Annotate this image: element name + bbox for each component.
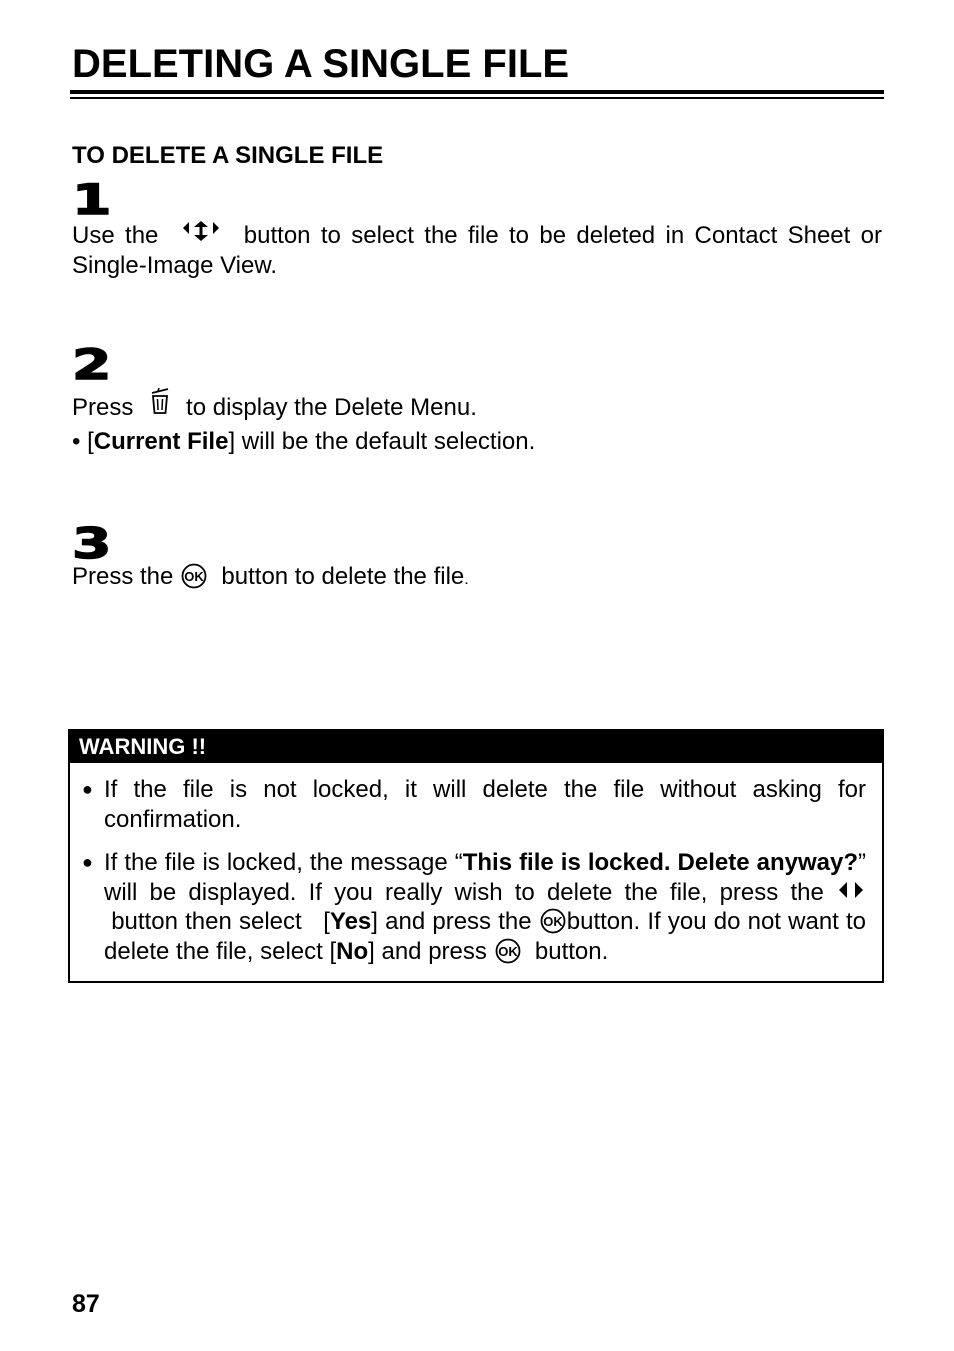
step-2-text-after: to display the Delete Menu. [186,394,477,421]
warning-box [68,729,884,983]
svg-text:OK: OK [184,569,204,584]
title-rule-thin [70,97,884,99]
step-2-text-before: Press [72,394,134,421]
step-2-note-open: [ [87,428,94,455]
step-3-number: 3 [72,519,112,568]
warning-item-2-text-7: button. [534,937,609,965]
bullet-icon: ● [82,779,93,799]
warning-list [80,775,866,980]
svg-text:OK: OK [497,943,518,959]
section-heading: TO DELETE A SINGLE FILE [72,142,384,169]
step-2-number: 2 [72,340,112,389]
warning-item-2-text-3: button then select [ [111,908,330,935]
step-3-text-before: Press the [72,563,174,590]
trash-icon [147,387,173,417]
step-2-text [72,387,882,423]
warning-item-locked [80,848,866,966]
ok-button-icon [180,563,208,589]
step-3-end: . [464,571,469,588]
step-2-note-bullet: • [72,428,81,455]
no-option: No [336,937,369,965]
warning-item-2-text-1: If the file is locked, the message “ [104,849,463,876]
four-way-arrow-icon [179,221,223,247]
warning-item-1-text: If the file is not locked, it will delete the file without asking for confirmation. [104,776,866,833]
step-1-number: 1 [72,175,112,224]
step-1-text-before: Use the [72,222,159,249]
warning-header: WARNING !! [70,731,882,763]
step-1-text-after: button to select the file to be deleted in Contact Sheet or Single-Image View. [72,222,882,279]
locked-message: This file is locked. Delete anyway? [462,849,858,876]
ok-button-icon [494,938,522,964]
step-1-text [72,221,882,280]
title-rule-thick [70,90,884,94]
warning-item-2-text-6: ] and press [368,937,487,965]
step-2-note [72,427,882,457]
svg-text:OK: OK [543,914,563,929]
warning-item-unlocked [80,775,866,834]
current-file-label: Current File [93,428,229,455]
step-2-note-rest: ] will be the default selection. [228,428,536,455]
warning-item-2-text-5: button. If you do not want to delete the file, select [ [104,908,867,965]
step-3-text [72,562,882,595]
page-number: 87 [72,1290,100,1318]
ok-button-icon [539,908,567,934]
left-right-arrow-icon [836,880,866,902]
warning-item-2-text-4: ] and press the [371,908,532,935]
step-3-text-after: button to delete the file [221,563,465,590]
yes-option: Yes [329,908,372,935]
page-title: DELETING A SINGLE FILE [72,42,570,86]
warning-item-2-text-2: ” will be displayed. If you really wish to delete the file, press the [104,849,866,906]
bullet-icon: ● [82,852,93,872]
